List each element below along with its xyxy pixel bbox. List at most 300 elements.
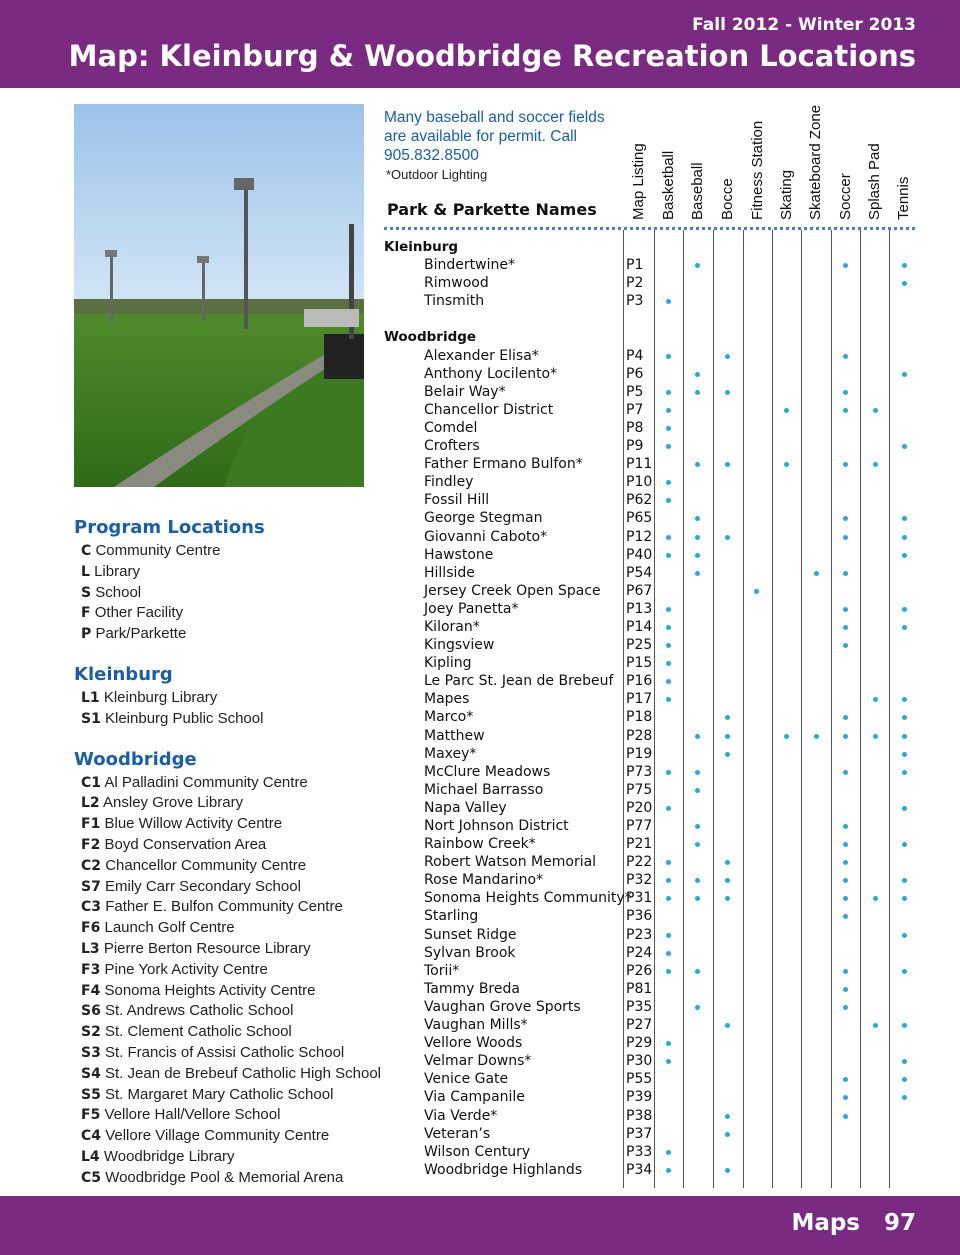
amenity-dot [843, 969, 848, 974]
table-row [384, 672, 924, 690]
legend-item [74, 541, 374, 562]
amenity-dot [873, 896, 878, 901]
park-name: Rimwood [424, 275, 489, 292]
amenity-dot [666, 933, 671, 938]
legend-item [74, 1064, 381, 1085]
season-label: Fall 2012 - Winter 2013 [692, 15, 916, 35]
table-row [384, 1088, 924, 1106]
park-name: Sunset Ridge [424, 926, 517, 943]
amenity-dot [843, 860, 848, 865]
map-listing-code: P54 [626, 564, 653, 581]
legend-item [74, 1147, 374, 1168]
amenity-dot [666, 697, 671, 702]
legend-label: Kleinburg Public School [105, 709, 264, 727]
amenity-dot [695, 462, 700, 467]
legend-item [74, 1126, 374, 1147]
column-header-soccer: Soccer [836, 173, 854, 220]
amenity-dot [843, 516, 848, 521]
legend-label: Pierre Berton Resource Library [103, 939, 311, 957]
park-name: Findley [424, 474, 474, 491]
legend-code: F5 [81, 1107, 101, 1124]
table-row [384, 1052, 924, 1070]
park-name: Via Campanile [424, 1089, 525, 1106]
amenity-dot [666, 1150, 671, 1155]
amenity-dot [843, 715, 848, 720]
legend-code: F2 [81, 836, 101, 853]
amenity-dot [725, 462, 730, 467]
park-name: Sylvan Brook [424, 944, 516, 961]
park-name: Via Verde* [424, 1107, 498, 1124]
amenity-dot [902, 715, 907, 720]
legend-code: S2 [81, 1024, 101, 1041]
amenity-dot [725, 878, 730, 883]
amenity-dot [695, 969, 700, 974]
amenity-dot [843, 896, 848, 901]
legend-code: P [81, 626, 92, 643]
legend-code: F1 [81, 816, 101, 833]
amenity-dot [902, 444, 907, 449]
amenity-dot [873, 408, 878, 413]
legend-label: Father E. Bulfon Community Centre [105, 898, 343, 916]
photo-illustration [74, 104, 364, 487]
amenity-dot [873, 697, 878, 702]
park-name: Hillside [424, 564, 475, 581]
map-listing-code: P33 [626, 1143, 653, 1160]
column-header-tennis: Tennis [894, 176, 912, 220]
park-name: Marco* [424, 709, 474, 726]
legend-item [74, 1085, 374, 1106]
column-header-baseball: Baseball [689, 162, 706, 220]
amenity-dot [902, 1095, 907, 1100]
amenity-dot [902, 770, 907, 775]
map-listing-code: P2 [626, 275, 644, 292]
legend-label: Emily Carr Secondary School [105, 877, 301, 895]
amenity-dot [666, 806, 671, 811]
legend-code: L3 [81, 940, 100, 957]
legend-code: F6 [81, 920, 101, 937]
map-listing-code: P55 [626, 1071, 653, 1088]
amenity-dot [666, 1168, 671, 1173]
amenity-dot [666, 390, 671, 395]
legend-code: F4 [81, 982, 101, 999]
amenity-dot [666, 299, 671, 304]
park-name: Le Parc St. Jean de Brebeuf [424, 673, 614, 690]
table-row [384, 347, 924, 365]
legend-label: Woodbridge Library [103, 1147, 235, 1165]
table-row [384, 1107, 924, 1125]
park-name: Kingsview [424, 637, 495, 654]
amenity-dot [784, 408, 789, 413]
section-label: Maps [791, 1210, 860, 1236]
amenity-dot [695, 1005, 700, 1010]
amenity-dot [902, 607, 907, 612]
amenity-dot [725, 1023, 730, 1028]
amenity-dot [695, 824, 700, 829]
park-name: Kipling [424, 655, 472, 672]
park-name: Hawstone [424, 546, 494, 563]
amenity-dot [725, 390, 730, 395]
legend-item [74, 856, 374, 877]
table-row [384, 763, 924, 781]
page-header [0, 0, 960, 88]
legend-label: Vellore Village Community Centre [105, 1127, 330, 1145]
legend-label: School [95, 583, 142, 601]
legend-item [74, 814, 374, 835]
page-footer [0, 1196, 960, 1255]
map-listing-code: P22 [626, 854, 653, 871]
table-row [384, 365, 924, 383]
amenity-dot [902, 553, 907, 558]
table-row [384, 1161, 924, 1179]
amenity-dot [843, 824, 848, 829]
amenity-dot [695, 788, 700, 793]
map-listing-code: P19 [626, 745, 653, 762]
amenity-dot [902, 1023, 907, 1028]
park-name: Venice Gate [424, 1071, 509, 1088]
group-spacer [384, 310, 924, 328]
legend-item [74, 918, 374, 939]
legend-code: S1 [81, 710, 101, 727]
table-row [384, 618, 924, 636]
amenity-dot [873, 734, 878, 739]
map-listing-code: P21 [626, 836, 653, 853]
amenity-dot [902, 878, 907, 883]
legend-code: C2 [81, 857, 102, 874]
column-header-splash-pad: Splash Pad [865, 143, 883, 220]
legend-label: Chancellor Community Centre [105, 856, 307, 874]
table-row [384, 926, 924, 944]
map-listing-code: P14 [626, 618, 653, 635]
amenity-dot [843, 390, 848, 395]
amenity-dot [725, 752, 730, 757]
table-row [384, 473, 924, 491]
amenity-dot [666, 878, 671, 883]
map-listing-code: P35 [626, 998, 653, 1015]
amenity-dot [843, 408, 848, 413]
legend-code: S4 [81, 1065, 101, 1082]
table-row [384, 491, 924, 509]
park-name: Joey Panetta* [424, 600, 519, 617]
amenity-dot [725, 734, 730, 739]
amenity-dot [843, 607, 848, 612]
table-row [384, 401, 924, 419]
amenity-dot [695, 734, 700, 739]
park-name: Father Ermano Bulfon* [424, 456, 583, 473]
table-row [384, 817, 924, 835]
amenity-dot [666, 969, 671, 974]
amenity-dot [695, 571, 700, 576]
map-listing-code: P38 [626, 1107, 653, 1124]
park-name: Vellore Woods [424, 1035, 523, 1052]
map-listing-code: P30 [626, 1053, 653, 1070]
map-listing-code: P34 [626, 1161, 653, 1178]
amenity-dot [666, 1041, 671, 1046]
legend-item [74, 960, 374, 981]
legend-code: L1 [81, 689, 100, 706]
legend-item [74, 1022, 374, 1043]
legend-code: C [81, 543, 92, 559]
map-listing-code: P20 [626, 799, 653, 816]
park-name: Vaughan Grove Sports [424, 998, 581, 1015]
legend-label: St. Andrews Catholic School [105, 1002, 294, 1020]
map-listing-code: P65 [626, 510, 653, 527]
map-listing-code: P26 [626, 962, 653, 979]
legend-item [74, 583, 374, 604]
legend-label: Boyd Conservation Area [104, 835, 267, 853]
map-listing-code: P1 [626, 257, 644, 274]
amenity-dot [843, 643, 848, 648]
legend-label: Community Centre [95, 542, 221, 559]
legend-item [74, 793, 374, 814]
park-name: Torii* [424, 962, 460, 979]
legend-label: Sonoma Heights Activity Centre [104, 981, 316, 999]
table-row [384, 690, 924, 708]
park-name: Mapes [424, 691, 470, 708]
amenity-dot [666, 535, 671, 540]
amenity-dot [725, 896, 730, 901]
legend-label: St. Jean de Brebeuf Catholic High School [105, 1064, 381, 1082]
map-listing-code: P13 [626, 600, 653, 617]
header-divider [384, 227, 915, 230]
table-row [384, 600, 924, 618]
amenity-dot [843, 354, 848, 359]
amenity-dot [695, 263, 700, 268]
amenity-dot [695, 372, 700, 377]
amenity-dot [666, 951, 671, 956]
map-listing-code: P39 [626, 1089, 653, 1106]
amenity-dot [902, 896, 907, 901]
amenity-dot [666, 1059, 671, 1064]
legend-code: C3 [81, 899, 102, 916]
amenity-dot [902, 1077, 907, 1082]
park-name: Anthony Locilento* [424, 365, 558, 382]
amenity-dot [843, 263, 848, 268]
lighting-note: *Outdoor Lighting [386, 167, 488, 182]
table-row [384, 708, 924, 726]
legend-item [74, 939, 374, 960]
park-name: Jersey Creek Open Space [424, 582, 601, 599]
park-name: George Stegman [424, 510, 543, 527]
map-listing-code: P17 [626, 691, 653, 708]
column-header-fitness-station: Fitness Station [748, 120, 766, 220]
park-name: Vaughan Mills* [424, 1017, 528, 1034]
amenity-dot [843, 1114, 848, 1119]
amenity-dot [814, 571, 819, 576]
amenity-dot [843, 625, 848, 630]
amenity-dot [695, 770, 700, 775]
table-row [384, 274, 924, 292]
column-header-skating: Skating [777, 169, 795, 220]
map-listing-code: P73 [626, 763, 653, 780]
amenity-dot [902, 933, 907, 938]
legend-item [74, 877, 374, 898]
column-header-map-listing: Map Listing [629, 143, 647, 220]
legend-code: S [81, 584, 92, 601]
amenity-dot [843, 1005, 848, 1010]
amenity-dot [725, 354, 730, 359]
legend-code: C1 [81, 774, 102, 791]
amenity-dot [725, 715, 730, 720]
legend-item [74, 1168, 374, 1189]
park-name: Nort Johnson District [424, 818, 569, 834]
amenity-dot [902, 734, 907, 739]
amenity-dot [843, 1077, 848, 1082]
amenity-dot [902, 806, 907, 811]
table-row [384, 654, 924, 672]
park-name: Woodbridge Highlands [424, 1161, 583, 1178]
amenity-dot [873, 462, 878, 467]
park-name: Velmar Downs* [424, 1053, 532, 1070]
table-row [384, 853, 924, 871]
table-row [384, 256, 924, 274]
legend-item [74, 562, 374, 583]
legend-label: Ansley Grove Library [103, 794, 244, 812]
group-heading: Kleinburg [384, 239, 459, 255]
amenity-dot [666, 770, 671, 775]
table-row [384, 799, 924, 817]
amenity-dot [725, 1132, 730, 1137]
legend-item [74, 897, 374, 918]
amenity-dot [902, 372, 907, 377]
legend-label: Blue Willow Activity Centre [104, 815, 283, 833]
legend-label: St. Francis of Assisi Catholic School [105, 1043, 345, 1061]
park-name: Rainbow Creek* [424, 836, 536, 853]
legend-code: C4 [81, 1128, 102, 1145]
amenity-dot [784, 462, 789, 467]
map-listing-code: P23 [626, 926, 653, 943]
group-heading: Woodbridge [384, 329, 477, 346]
map-listing-code: P32 [626, 872, 653, 889]
park-name: Starling [424, 908, 479, 925]
legend-label: Kleinburg Library [103, 688, 218, 706]
table-row [384, 889, 924, 907]
map-listing-code: P4 [626, 347, 644, 364]
legend-label: Al Palladini Community Centre [104, 773, 308, 791]
amenity-dot [666, 426, 671, 431]
table-row [384, 582, 924, 600]
amenity-dot [695, 516, 700, 521]
amenity-dot [695, 390, 700, 395]
page-title: Map: Kleinburg & Woodbridge Recreation Locations [68, 39, 916, 73]
table-row [384, 980, 924, 998]
table-row [384, 727, 924, 745]
map-listing-code: P31 [626, 890, 653, 907]
map-listing-code: P11 [626, 456, 653, 473]
map-listing-code: P37 [626, 1125, 653, 1142]
table-row [384, 546, 924, 564]
amenity-dot [695, 896, 700, 901]
park-name: Wilson Century [424, 1143, 531, 1160]
amenity-dot [843, 571, 848, 576]
park-name: Belair Way* [424, 383, 506, 400]
amenity-dot [843, 535, 848, 540]
program-locations-legend [74, 515, 381, 1189]
amenity-dot [725, 860, 730, 865]
woodbridge-heading: Woodbridge [74, 748, 197, 770]
map-listing-code: P62 [626, 492, 653, 509]
table-row [384, 564, 924, 582]
map-listing-code: P9 [626, 438, 644, 455]
amenity-dot [666, 896, 671, 901]
park-name: Alexander Elisa* [424, 347, 539, 364]
legend-label: Other Facility [94, 604, 184, 622]
legend-item [74, 1043, 374, 1064]
legend-label: St. Clement Catholic School [105, 1023, 292, 1041]
map-listing-code: P25 [626, 637, 653, 654]
amenity-dot [666, 860, 671, 865]
amenity-dot [873, 1023, 878, 1028]
amenity-dot [666, 679, 671, 684]
table-row [384, 835, 924, 853]
permit-note: Many baseball and soccer fields are available for permit. Call 905.832.8500 [384, 109, 605, 164]
park-name: Veteran’s [424, 1125, 491, 1142]
table-row [384, 1143, 924, 1161]
park-name: Robert Watson Memorial [424, 854, 597, 871]
sports-field-photo [74, 104, 364, 487]
park-table [384, 238, 924, 1179]
amenity-dot [902, 1059, 907, 1064]
amenity-dot [843, 987, 848, 992]
amenity-dot [666, 607, 671, 612]
map-listing-code: P67 [626, 582, 653, 599]
legend-label: Pine York Activity Centre [104, 960, 268, 978]
table-row [384, 998, 924, 1016]
amenity-dot [902, 842, 907, 847]
park-name: Napa Valley [424, 799, 507, 816]
amenity-dot [902, 516, 907, 521]
page-number: 97 [883, 1210, 916, 1236]
amenity-dot [666, 444, 671, 449]
park-name: Crofters [424, 438, 480, 455]
table-row [384, 636, 924, 654]
column-header-bocce: Bocce [719, 178, 736, 220]
column-header-skateboard-zone: Skateboard Zone [807, 104, 824, 220]
legend-item [74, 688, 374, 709]
legend-label: Library [94, 562, 140, 580]
map-listing-code: P40 [626, 546, 653, 563]
table-row [384, 781, 924, 799]
amenity-dot [725, 535, 730, 540]
amenity-dot [843, 770, 848, 775]
amenity-dot [725, 1168, 730, 1173]
table-row [384, 1125, 924, 1143]
park-name: Michael Barrasso [424, 781, 544, 798]
amenity-dot [843, 842, 848, 847]
table-row [384, 292, 924, 310]
amenity-dot [843, 734, 848, 739]
map-listing-code: P75 [626, 781, 653, 798]
amenity-dot [666, 354, 671, 359]
table-row [384, 1016, 924, 1034]
park-names-header: Park & Parkette Names [387, 200, 597, 219]
table-row [384, 1034, 924, 1052]
park-name: Tammy Breda [424, 980, 520, 997]
map-listing-code: P16 [626, 673, 653, 690]
amenity-dot [666, 625, 671, 630]
park-name: Bindertwine* [424, 257, 515, 274]
amenity-dot [902, 281, 907, 286]
legend-item [74, 835, 374, 856]
legend-code: L [81, 563, 90, 580]
legend-code: S5 [81, 1086, 101, 1103]
column-header-basketball: Basketball [659, 150, 677, 220]
legend-item [74, 981, 374, 1002]
table-row [384, 528, 924, 546]
amenity-dot [695, 535, 700, 540]
amenity-dot [784, 734, 789, 739]
legend-code: L4 [81, 1148, 100, 1165]
amenity-dot [695, 553, 700, 558]
